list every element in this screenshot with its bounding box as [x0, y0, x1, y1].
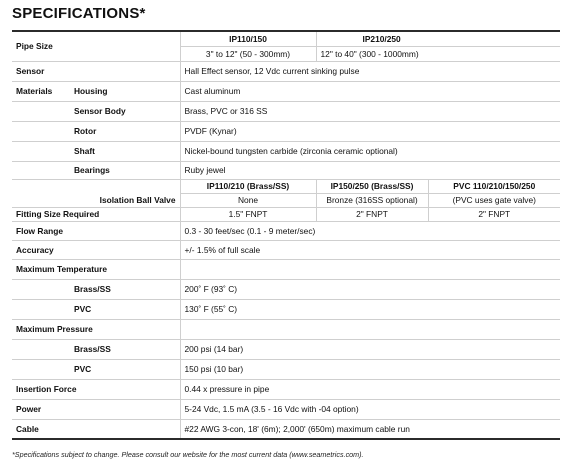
table-row: [12, 359, 560, 379]
flow-range-value: 0.3 - 30 feet/sec (0.1 - 9 meter/sec): [180, 221, 560, 240]
sub-label-rotor: Rotor: [70, 121, 180, 141]
fitting-value-ip150-250: 2" FNPT: [316, 207, 428, 221]
isolation-value-pvc: (PVC uses gate valve): [428, 193, 560, 207]
fitting-value-ip110-210: 1.5" FNPT: [180, 207, 316, 221]
specifications-table: [12, 30, 560, 440]
isolation-header-pvc: PVC 110/210/150/250: [428, 179, 560, 193]
isolation-header-ip150-250: IP150/250 (Brass/SS): [316, 179, 428, 193]
table-row: [12, 81, 560, 101]
footnote: *Specifications subject to change. Please consult our website for the most current data (www.seametrics.com).: [12, 450, 364, 459]
table-row: [12, 141, 560, 161]
row-label-maximum-pressure: Maximum Pressure: [12, 319, 180, 339]
pressure-pvc-value: 150 psi (10 bar): [180, 359, 560, 379]
table-row: [12, 240, 560, 259]
sub-label-isolation-ball-valve: Isolation Ball Valve: [70, 193, 180, 207]
accuracy-value: +/- 1.5% of full scale: [180, 240, 560, 259]
page-title: SPECIFICATIONS*: [12, 5, 146, 22]
temp-pvc-value: 130˚ F (55˚ C): [180, 299, 560, 319]
rotor-value: PVDF (Kynar): [180, 121, 560, 141]
housing-value: Cast aluminum: [180, 81, 560, 101]
table-row: [12, 193, 560, 207]
row-label-materials: Materials: [12, 81, 70, 101]
table-row: [12, 279, 560, 299]
table-row: [12, 339, 560, 359]
model-header-ip110: IP110/150: [180, 31, 316, 46]
model-header-ip210: IP210/250: [316, 31, 560, 46]
table-row: [12, 161, 560, 179]
table-row: [12, 121, 560, 141]
table-row: [12, 379, 560, 399]
table-row: [12, 61, 560, 81]
shaft-value: Nickel-bound tungsten carbide (zirconia ceramic optional): [180, 141, 560, 161]
row-label-maximum-temperature: Maximum Temperature: [12, 259, 180, 279]
isolation-header-ip110-210: IP110/210 (Brass/SS): [180, 179, 316, 193]
insertion-force-value: 0.44 x pressure in pipe: [180, 379, 560, 399]
sensor-value: Hall Effect sensor, 12 Vdc current sinking pulse: [180, 61, 560, 81]
isolation-value-ip150-250: Bronze (316SS optional): [316, 193, 428, 207]
power-value: 5-24 Vdc, 1.5 mA (3.5 - 16 Vdc with -04 option): [180, 399, 560, 419]
row-label-fitting-size: Fitting Size Required: [12, 207, 180, 221]
sensor-body-value: Brass, PVC or 316 SS: [180, 101, 560, 121]
pipe-range-ip110: 3" to 12" (50 - 300mm): [180, 46, 316, 61]
pressure-brass-ss-value: 200 psi (14 bar): [180, 339, 560, 359]
row-label-flow-range: Flow Range: [12, 221, 180, 240]
pipe-range-ip210: 12" to 40" (300 - 1000mm): [316, 46, 560, 61]
table-row: [12, 207, 560, 221]
table-row: [12, 179, 560, 193]
sub-label-bearings: Bearings: [70, 161, 180, 179]
row-label-sensor: Sensor: [12, 61, 180, 81]
bearings-value: Ruby jewel: [180, 161, 560, 179]
row-label-insertion-force: Insertion Force: [12, 379, 180, 399]
temp-brass-ss-value: 200˚ F (93˚ C): [180, 279, 560, 299]
table-row: [12, 259, 560, 279]
row-label-cable: Cable: [12, 419, 180, 439]
table-row: [12, 101, 560, 121]
sub-label-pressure-brass-ss: Brass/SS: [70, 339, 180, 359]
cable-value: #22 AWG 3-con, 18' (6m); 2,000' (650m) maximum cable run: [180, 419, 560, 439]
fitting-value-pvc: 2" FNPT: [428, 207, 560, 221]
table-row: [12, 299, 560, 319]
sub-label-shaft: Shaft: [70, 141, 180, 161]
table-row: [12, 31, 560, 46]
sub-label-temp-brass-ss: Brass/SS: [70, 279, 180, 299]
sub-label-temp-pvc: PVC: [70, 299, 180, 319]
sub-label-sensor-body: Sensor Body: [70, 101, 180, 121]
row-label-pipe-size: Pipe Size: [12, 31, 180, 61]
table-row: [12, 419, 560, 439]
sub-label-housing: Housing: [70, 81, 180, 101]
table-row: [12, 319, 560, 339]
isolation-value-ip110-210: None: [180, 193, 316, 207]
sub-label-pressure-pvc: PVC: [70, 359, 180, 379]
table-row: [12, 221, 560, 240]
row-label-power: Power: [12, 399, 180, 419]
table-row: [12, 399, 560, 419]
row-label-accuracy: Accuracy: [12, 240, 180, 259]
